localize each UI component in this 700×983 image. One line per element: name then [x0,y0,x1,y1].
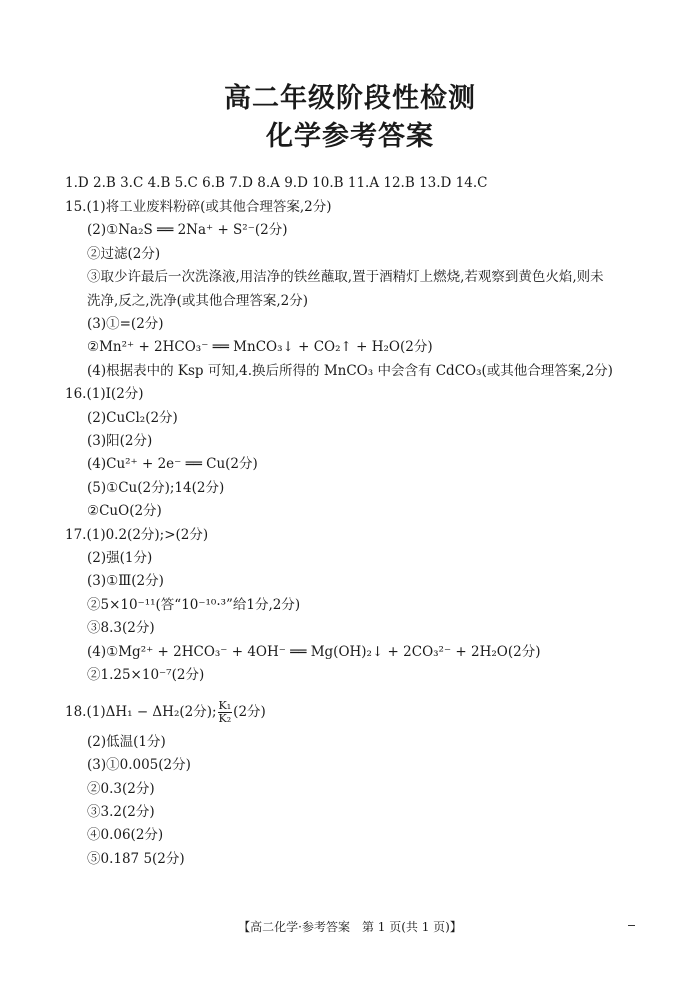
q16-part5b: ②CuO(2分) [87,503,162,519]
q17-part3c: ③8.3(2分) [87,620,155,636]
q16-part3: (3)阳(2分) [87,433,153,449]
equilibrium-constant-fraction [218,700,233,725]
q15-part2b: ②过滤(2分) [87,246,161,262]
q17-part4b: ②1.25×10⁻⁷(2分) [87,667,205,683]
q17-part4a: (4)①Mg²⁺ + 2HCO₃⁻ + 4OH⁻ ══ Mg(OH)₂↓ + 2CO₃²⁻ + 2H₂O(2分) [87,644,541,660]
corner-mark [628,925,635,926]
q17-part3b: ②5×10⁻¹¹(答“10⁻¹⁰·³”给1分,2分) [87,597,301,613]
q18-part3e: ⑤0.187 5(2分) [87,851,185,867]
q15-part3b: ②Mn²⁺ + 2HCO₃⁻ ══ MnCO₃↓ + CO₂↑ + H₂O(2分) [87,339,433,355]
q18-part1 [65,700,266,725]
multiple-choice-answers: 1.D 2.B 3.C 4.B 5.C 6.B 7.D 8.A 9.D 10.B 11.A 12.B 13.D 14.C [65,175,488,191]
q16-part5a: (5)①Cu(2分);14(2分) [87,480,225,496]
q15-part2c-line1: ③取少许最后一次洗涤液,用洁净的铁丝蘸取,置于酒精灯上燃烧,若观察到黄色火焰,则未 [87,269,604,285]
q17-part3a: (3)①Ⅲ(2分) [87,573,164,589]
q18-part3c: ③3.2(2分) [87,804,155,820]
q18-part1-suffix: (2分) [233,704,266,720]
q17-part2: (2)强(1分) [87,550,153,566]
q18-part3d: ④0.06(2分) [87,827,164,843]
q16-part1: 16.(1)Ⅰ(2分) [65,386,144,402]
q15-part1: 15.(1)将工业废料粉碎(或其他合理答案,2分) [65,199,332,215]
q17-part1: 17.(1)0.2(2分);>(2分) [65,527,209,543]
q18-part3a: (3)①0.005(2分) [87,757,191,773]
fraction-numerator: K₁ [218,699,232,712]
q16-part2: (2)CuCl₂(2分) [87,410,178,426]
q18-part1-prefix: 18.(1)ΔH₁ − ΔH₂(2分); [65,704,217,720]
q16-part4: (4)Cu²⁺ + 2e⁻ ══ Cu(2分) [87,456,258,472]
q15-part4: (4)根据表中的 Ksp 可知,4.换后所得的 MnCO₃ 中会含有 CdCO₃(或其他合理答案,2分) [87,363,613,379]
page-title: 高二年级阶段性检测 [224,83,476,114]
page-footer: 【高二化学·参考答案 第 1 页(共 1 页)】 [238,920,462,934]
q15-part3a: (3)①=(2分) [87,316,164,332]
q18-part3b: ②0.3(2分) [87,781,155,797]
q15-part2a: (2)①Na₂S ══ 2Na⁺ + S²⁻(2分) [87,222,288,238]
q15-part2c-line2: 洗净,反之,洗净(或其他合理答案,2分) [87,293,308,309]
q18-part2: (2)低温(1分) [87,734,166,750]
fraction-denominator: K₂ [218,712,232,725]
page-subtitle: 化学参考答案 [266,121,434,152]
